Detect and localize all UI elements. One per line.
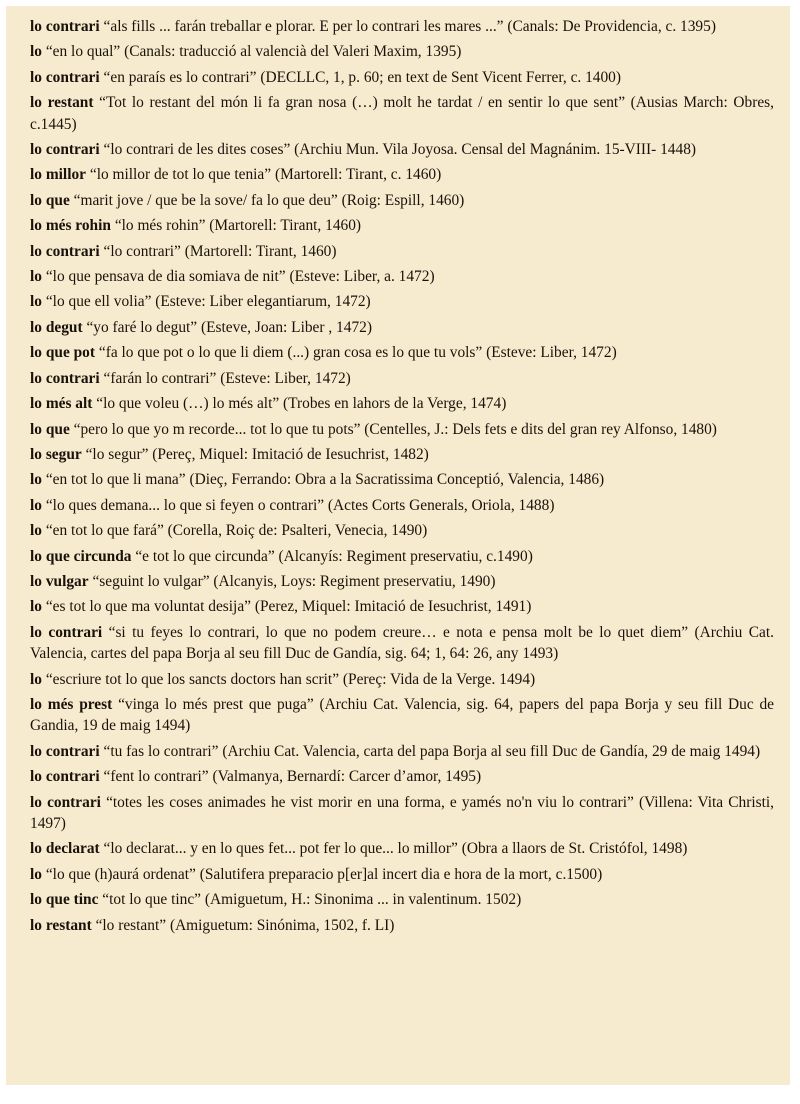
citation-term: lo contrari (30, 768, 100, 786)
citation-entry (30, 596, 774, 617)
citation-list (30, 16, 774, 940)
citation-term: lo que (30, 191, 70, 209)
citation-quote: “lo millor de tot lo que tenia” (89, 166, 272, 184)
citation-entry (30, 139, 774, 160)
citation-entry (30, 241, 774, 262)
citation-quote: “seguint lo vulgar” (92, 572, 210, 590)
citation-term: lo (30, 43, 42, 61)
citation-source: (Pereç, Miquel: Imitació de Iesuchrist, 1482) (152, 445, 429, 463)
citation-entry (30, 368, 774, 389)
citation-quote: “als fills ... farán treballar e plorar. E per lo contrari les mares ...” (103, 18, 504, 35)
citation-term: lo que circunda (30, 547, 132, 565)
citation-term: lo millor (30, 166, 86, 184)
citation-source: (Archiu Cat. Valencia, sig. 64, papers del papa Borja y seu fill Duc de Gandia, 19 de maig 1494) (30, 695, 774, 735)
citation-quote: “pero lo que yo m recorde... tot lo que tu pots” (73, 420, 361, 438)
citation-term: lo (30, 522, 42, 540)
citation-entry (30, 889, 774, 910)
citation-quote: “lo declarat... y en lo ques fet... pot fer lo que... lo millor” (103, 840, 458, 858)
citation-source: (Dieç, Ferrando: Obra a la Sacratissima Conceptió, Valencia, 1486) (189, 471, 605, 489)
citation-term: lo degut (30, 318, 83, 336)
citation-quote: “lo més rohin” (114, 217, 206, 235)
citation-quote: “es tot lo que ma voluntat desija” (45, 598, 251, 616)
citation-quote: “vinga lo més prest que puga” (118, 695, 314, 713)
citation-quote: “lo contrari” (103, 242, 181, 260)
citation-term: lo que (30, 420, 70, 438)
citation-entry (30, 92, 774, 135)
citation-entry (30, 669, 774, 690)
citation-quote: “si tu feyes lo contrari, lo que no podem creure… e nota e pensa molt be lo quet diem” (108, 623, 689, 641)
citation-quote: “yo faré lo degut” (86, 318, 198, 336)
citation-entry (30, 915, 774, 936)
citation-term: lo (30, 471, 42, 489)
citation-term: lo contrari (30, 68, 100, 86)
citation-entry (30, 67, 774, 88)
citation-quote: “en tot lo que fará” (45, 522, 164, 540)
citation-source: (Esteve: Liber, a. 1472) (289, 268, 435, 286)
citation-source: (Canals: traducció al valencià del Valeri Maxim, 1395) (124, 43, 462, 61)
citation-source: (Salutifera preparacio p[er]al incert dia e hora de la mort, c.1500) (199, 865, 603, 883)
citation-term: lo contrari (30, 18, 100, 35)
citation-source: (Canals: De Providencia, c. 1395) (507, 18, 716, 35)
citation-entry (30, 495, 774, 516)
citation-source: (Pereç: Vida de la Verge. 1494) (342, 670, 536, 688)
citation-term: lo contrari (30, 793, 101, 811)
citation-term: lo contrari (30, 242, 100, 260)
citation-quote: “en tot lo que li mana” (45, 471, 186, 489)
citation-source: (Archiu Cat. Valencia, carta del papa Borja al seu fill Duc de Gandía, 29 de maig 1494) (222, 742, 761, 760)
citation-term: lo contrari (30, 742, 100, 760)
citation-entry (30, 571, 774, 592)
citation-entry (30, 469, 774, 490)
citation-term: lo contrari (30, 369, 100, 387)
citation-source: (Martorell: Tirant, 1460) (184, 242, 337, 260)
citation-entry (30, 291, 774, 312)
citation-quote: “en lo qual” (45, 43, 121, 61)
citation-source: (Roig: Espill, 1460) (341, 191, 465, 209)
citation-quote: “lo ques demana... lo que si feyen o contrari” (45, 496, 325, 514)
citation-quote: “Tot lo restant del món li fa gran nosa (…) molt he tardat / en sentir lo que sent” (99, 94, 626, 112)
citation-entry (30, 694, 774, 737)
citation-source: (Perez, Miquel: Imitació de Iesuchrist, 1491) (254, 598, 532, 616)
citation-term: lo (30, 293, 42, 311)
citation-quote: “e tot lo que circunda” (135, 547, 275, 565)
citation-source: (Centelles, J.: Dels fets e dits del gran rey Alfonso, 1480) (364, 420, 717, 438)
citation-entry (30, 419, 774, 440)
citation-entry (30, 444, 774, 465)
citation-quote: “escriure tot lo que los sancts doctors han scrit” (45, 670, 340, 688)
citation-entry (30, 215, 774, 236)
citation-source: (Valmanya, Bernardí: Carcer d’amor, 1495) (212, 768, 482, 786)
citation-term: lo (30, 268, 42, 286)
citation-entry (30, 792, 774, 835)
citation-term: lo més prest (30, 695, 113, 713)
citation-term: lo restant (30, 916, 92, 934)
citation-entry (30, 546, 774, 567)
citation-quote: “lo que (h)aurá ordenat” (45, 865, 196, 883)
citation-term: lo més rohin (30, 217, 111, 235)
citation-term: lo restant (30, 94, 94, 112)
citation-quote: “lo que voleu (…) lo més alt” (96, 395, 280, 413)
citation-quote: “lo que pensava de dia somiava de nit” (45, 268, 286, 286)
citation-quote: “fa lo que pot o lo que li diem (...) gran cosa es lo que tu vols” (98, 344, 483, 362)
citation-source: (Archiu Cat. Valencia, cartes del papa Borja al seu fill Duc de Gandía, sig. 64; 1, 64: 26, any 1493) (30, 623, 774, 663)
citation-source: (Ausias March: Obres, c.1445) (30, 94, 774, 133)
citation-term: lo vulgar (30, 572, 89, 590)
citation-source: (Alcanyis, Loys: Regiment preservatiu, 1490) (213, 572, 496, 590)
citation-term: lo (30, 598, 42, 616)
document-page (6, 6, 790, 1085)
citation-source: (Archiu Mun. Vila Joyosa. Censal del Magnánim. 15-VIII- 1448) (294, 141, 697, 159)
citation-quote: “marit jove / que be la sove/ fa lo que deu” (73, 191, 338, 209)
citation-quote: “farán lo contrari” (103, 369, 217, 387)
citation-term: lo (30, 865, 42, 883)
citation-quote: “fent lo contrari” (103, 768, 209, 786)
citation-source: (Esteve: Liber, 1472) (220, 369, 351, 387)
citation-entry (30, 766, 774, 787)
citation-term: lo (30, 670, 42, 688)
citation-source: (DECLLC, 1, p. 60; en text de Sent Vicent Ferrer, c. 1400) (260, 68, 622, 86)
citation-entry (30, 41, 774, 62)
citation-quote: “lo segur” (85, 445, 149, 463)
citation-source: (Trobes en lahors de la Verge, 1474) (283, 395, 507, 413)
citation-source: (Villena: Vita Christi, 1497) (30, 793, 774, 832)
citation-quote: “lo restant” (95, 916, 167, 934)
citation-source: (Obra a llaors de St. Cristófol, 1498) (461, 840, 688, 858)
citation-entry (30, 164, 774, 185)
citation-term: lo contrari (30, 141, 100, 159)
citation-entry (30, 342, 774, 363)
citation-term: lo que pot (30, 344, 95, 362)
citation-source: (Esteve: Liber, 1472) (486, 344, 617, 362)
citation-entry (30, 741, 774, 762)
citation-term: lo segur (30, 445, 82, 463)
citation-entry (30, 190, 774, 211)
citation-term: lo que tinc (30, 891, 99, 909)
citation-source: (Esteve, Joan: Liber , 1472) (201, 318, 372, 336)
citation-source: (Martorell: Tirant, c. 1460) (274, 166, 442, 184)
citation-quote: “totes les coses animades he vist morir en una forma, e yamés no'n viu lo contrari” (106, 793, 634, 811)
citation-entry (30, 864, 774, 885)
citation-entry (30, 393, 774, 414)
citation-term: lo declarat (30, 840, 100, 858)
citation-entry (30, 317, 774, 338)
citation-term: lo més alt (30, 395, 93, 413)
citation-entry (30, 266, 774, 287)
citation-source: (Martorell: Tirant, 1460) (209, 217, 362, 235)
citation-source: (Corella, Roiç de: Psalteri, Venecia, 1490) (167, 522, 428, 540)
citation-source: (Alcanyís: Regiment preservatiu, c.1490) (278, 547, 533, 565)
citation-quote: “lo contrari de les dites coses” (103, 141, 291, 159)
citation-entry (30, 838, 774, 859)
citation-entry (30, 622, 774, 665)
citation-source: (Esteve: Liber elegantiarum, 1472) (155, 293, 371, 311)
citation-term: lo contrari (30, 623, 103, 641)
citation-term: lo (30, 496, 42, 514)
citation-quote: “tu fas lo contrari” (103, 742, 219, 760)
citation-quote: “tot lo que tinc” (102, 891, 202, 909)
citation-source: (Amiguetum: Sinónima, 1502, f. LI) (169, 916, 395, 934)
citation-entry (30, 520, 774, 541)
citation-source: (Actes Corts Generals, Oriola, 1488) (327, 496, 555, 514)
citation-quote: “lo que ell volia” (45, 293, 152, 311)
citation-quote: “en paraís es lo contrari” (103, 68, 257, 86)
citation-entry (30, 16, 774, 37)
citation-source: (Amiguetum, H.: Sinonima ... in valentinum. 1502) (204, 891, 522, 909)
